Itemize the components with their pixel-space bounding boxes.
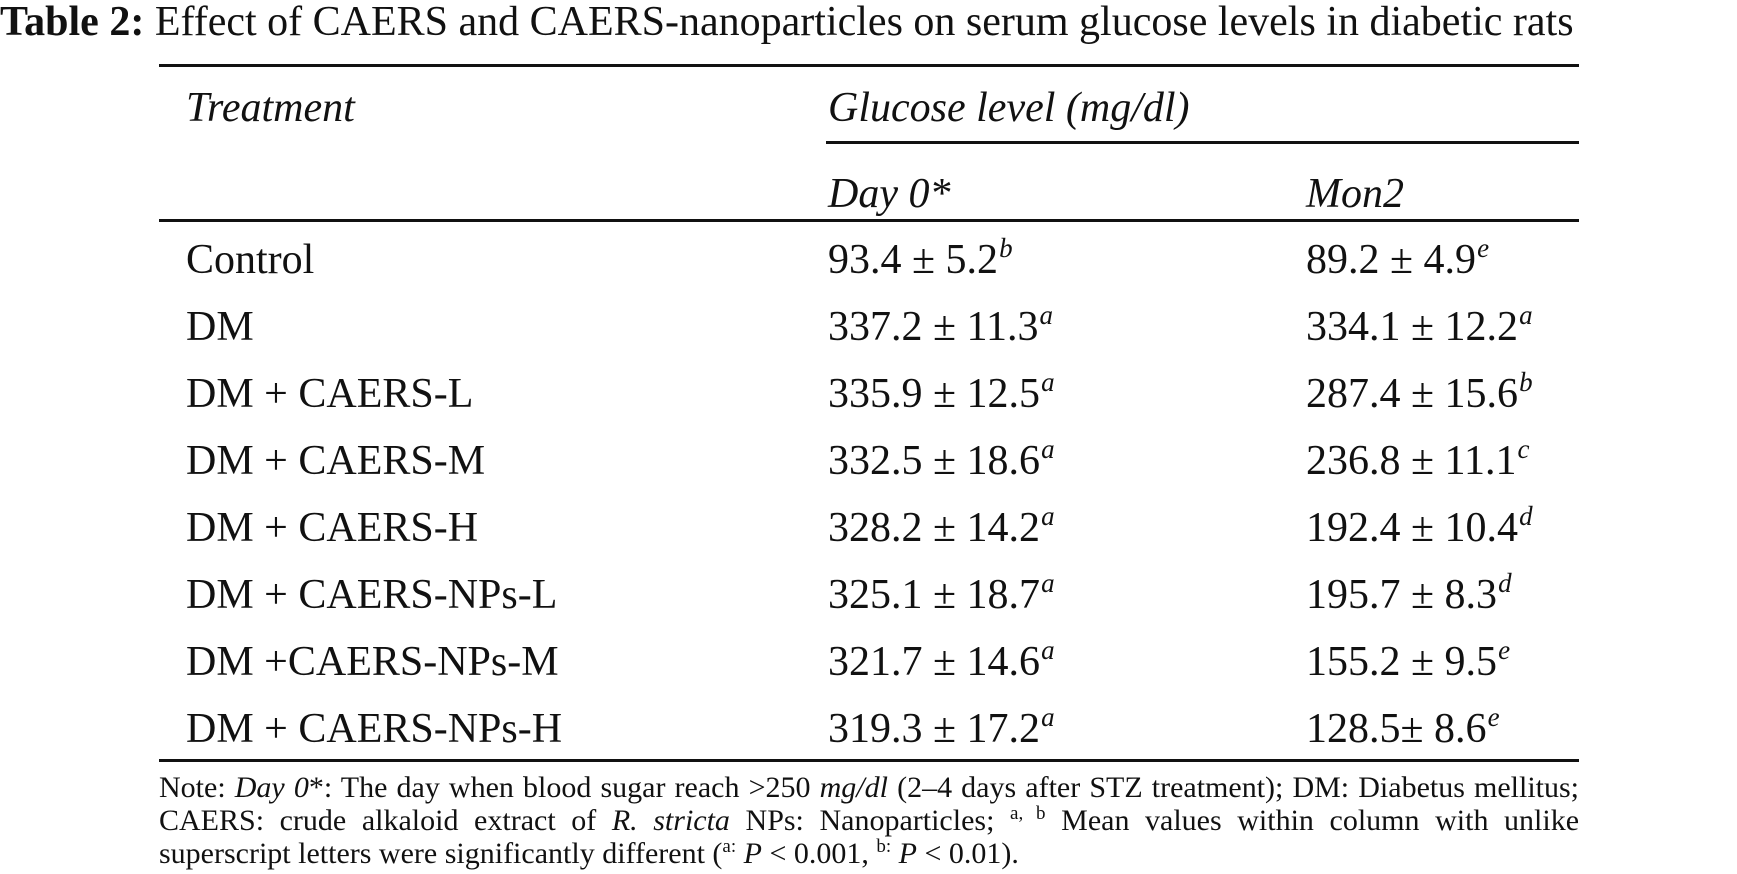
mon2-value: 192.4 ± 10.4: [1306, 505, 1519, 551]
table-title: Effect of CAERS and CAERS-nanoparticles on serum glucose levels in diabetic rats: [154, 0, 1574, 45]
mon2-cell: [1306, 702, 1500, 753]
note-text: < 0.01).: [917, 837, 1019, 870]
treatment-cell: DM + CAERS-NPs-L: [186, 572, 558, 618]
day0-value: 337.2 ± 11.3: [828, 304, 1039, 350]
mon2-value: 334.1 ± 12.2: [1306, 304, 1519, 350]
day0-cell: [828, 300, 1053, 351]
day0-superscript: a: [1041, 434, 1055, 464]
mon2-superscript: b: [1519, 367, 1533, 397]
note-text: *: The day when blood sugar reach >250: [308, 771, 820, 804]
mon2-cell: [1306, 568, 1512, 619]
header-day0: Day 0*: [828, 171, 951, 217]
table-number: Table 2:: [0, 0, 145, 45]
note-p-symbol: P: [736, 837, 762, 870]
day0-superscript: a: [1041, 635, 1055, 665]
mon2-value: 195.7 ± 8.3: [1306, 572, 1498, 618]
mon2-cell: [1306, 434, 1530, 485]
day0-superscript: a: [1039, 300, 1053, 330]
note-text: (2–4 days after STZ treatment); DM: Diabetus mellitus; CAERS: crude alkaloid extract of: [159, 771, 1580, 837]
note-superscript: a:: [722, 836, 737, 857]
day0-cell: [828, 233, 1013, 284]
day0-value: 335.9 ± 12.5: [828, 371, 1041, 417]
note-unit: mg/dl: [819, 771, 888, 804]
mon2-superscript: e: [1477, 233, 1490, 263]
mon2-cell: [1306, 635, 1511, 686]
mon2-superscript: e: [1498, 635, 1511, 665]
day0-value: 93.4 ± 5.2: [828, 237, 999, 283]
table-note: [159, 771, 1579, 870]
note-superscript: b:: [876, 836, 892, 857]
header-bottom-rule: [159, 219, 1579, 222]
day0-cell: [828, 635, 1055, 686]
mon2-value: 89.2 ± 4.9: [1306, 237, 1477, 283]
mon2-value: 128.5± 8.6: [1306, 706, 1487, 752]
day0-value: 321.7 ± 14.6: [828, 639, 1041, 685]
mon2-value: 236.8 ± 11.1: [1306, 438, 1517, 484]
day0-superscript: b: [999, 233, 1013, 263]
treatment-cell: DM + CAERS-M: [186, 438, 486, 484]
note-day0: Day 0: [234, 771, 309, 804]
mon2-superscript: c: [1517, 434, 1530, 464]
day0-superscript: a: [1041, 501, 1055, 531]
mon2-value: 287.4 ± 15.6: [1306, 371, 1519, 417]
mon2-cell: [1306, 367, 1533, 418]
bottom-rule: [159, 759, 1579, 762]
day0-superscript: a: [1041, 702, 1055, 732]
note-p-symbol: P: [891, 837, 917, 870]
treatment-cell: DM: [186, 304, 254, 350]
treatment-cell: DM + CAERS-NPs-H: [186, 706, 563, 752]
mon2-cell: [1306, 501, 1533, 552]
top-rule: [159, 64, 1579, 67]
mon2-superscript: e: [1487, 702, 1500, 732]
treatment-cell: DM +CAERS-NPs-M: [186, 639, 559, 685]
treatment-cell: DM + CAERS-H: [186, 505, 479, 551]
day0-superscript: a: [1041, 568, 1055, 598]
header-mon2: Mon2: [1306, 171, 1404, 217]
glucose-span-rule: [826, 141, 1579, 144]
mon2-value: 155.2 ± 9.5: [1306, 639, 1498, 685]
day0-value: 319.3 ± 17.2: [828, 706, 1041, 752]
note-text: NPs: Nanoparticles;: [729, 804, 1011, 837]
treatment-cell: DM + CAERS-L: [186, 371, 474, 417]
day0-value: 328.2 ± 14.2: [828, 505, 1041, 551]
mon2-cell: [1306, 233, 1490, 284]
mon2-superscript: d: [1519, 501, 1533, 531]
treatment-cell: Control: [186, 237, 315, 283]
note-text: Mean values within column with unlike superscript letters were significantly different (: [159, 804, 1580, 870]
mon2-cell: [1306, 300, 1533, 351]
day0-cell: [828, 367, 1055, 418]
note-text: Note:: [159, 771, 235, 804]
header-treatment: Treatment: [186, 85, 355, 131]
day0-cell: [828, 434, 1055, 485]
table-caption: [0, 0, 1737, 44]
note-superscript: a, b: [1010, 803, 1046, 824]
day0-cell: [828, 501, 1055, 552]
note-species: R. stricta: [611, 804, 730, 837]
day0-superscript: a: [1041, 367, 1055, 397]
day0-value: 332.5 ± 18.6: [828, 438, 1041, 484]
mon2-superscript: d: [1498, 568, 1512, 598]
note-text: < 0.001,: [761, 837, 877, 870]
day0-value: 325.1 ± 18.7: [828, 572, 1041, 618]
day0-cell: [828, 568, 1055, 619]
header-glucose-level: Glucose level (mg/dl): [828, 85, 1190, 131]
mon2-superscript: a: [1519, 300, 1533, 330]
day0-cell: [828, 702, 1055, 753]
